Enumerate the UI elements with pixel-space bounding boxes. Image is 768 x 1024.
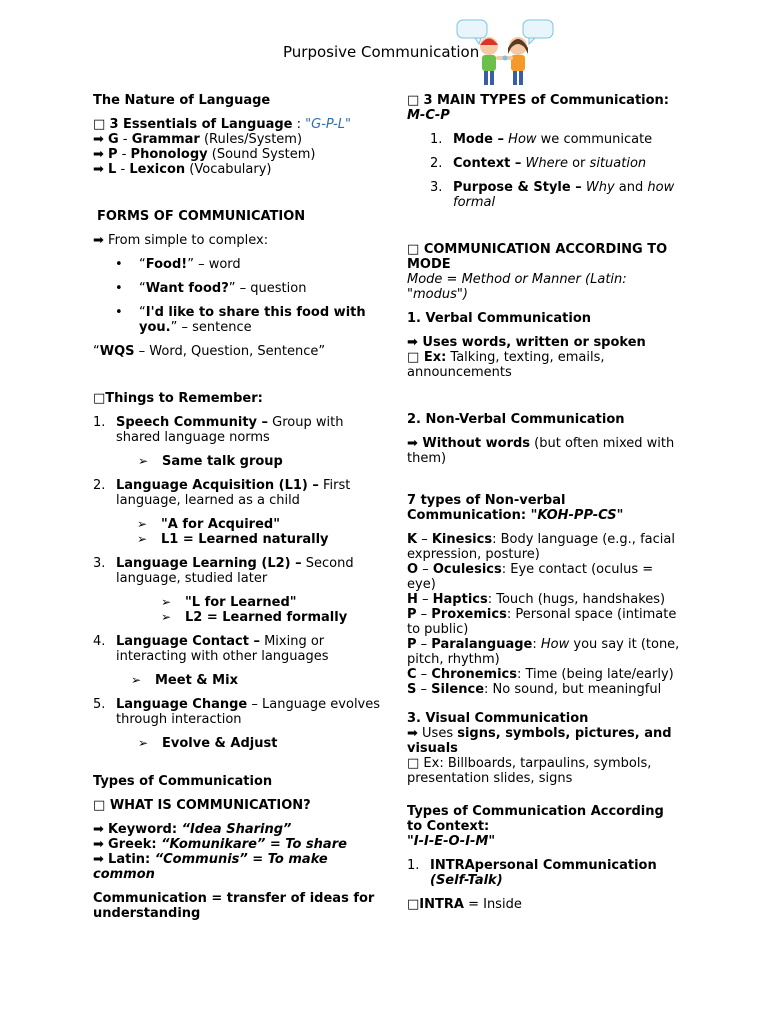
- visual-example: □ Ex: Billboards, tarpaulins, symbols, presentation slides, signs: [407, 756, 652, 786]
- remember-item: 2. Language Acquisition (L1) – First language, learned as a child: [93, 478, 351, 508]
- remember-heading: □Things to Remember:: [93, 391, 263, 406]
- what-heading: □ WHAT IS COMMUNICATION?: [93, 798, 311, 813]
- box-icon: □: [407, 897, 420, 912]
- remember-item: 1. Speech Community – Group with shared language norms: [93, 415, 344, 445]
- right-column: [407, 93, 682, 912]
- remember-item: 4. Language Contact – Mixing or interacting with other languages: [93, 634, 329, 664]
- arrow-icon: ➡: [93, 162, 104, 177]
- nonverbal-type: P – Paralanguage: How you say it (tone, pitch, rhythm): [407, 637, 680, 667]
- arrow-icon: ➡: [93, 147, 104, 162]
- main-types-heading: □ 3 MAIN TYPES of Communication: M-C-P: [407, 93, 670, 123]
- left-column: [93, 93, 383, 921]
- box-icon: □: [407, 350, 420, 365]
- main-type-item: 2. Context – Where or situation: [430, 156, 647, 171]
- forms-intro: ➡ From simple to complex:: [93, 233, 269, 248]
- nature-heading: The Nature of Language: [93, 93, 271, 108]
- main-type-item: 1. Mode – How we communicate: [430, 132, 653, 147]
- verbal-example: □ Ex: Talking, texting, emails, announcements: [407, 350, 605, 380]
- remember-sub: ➢ Meet & Mix: [131, 673, 238, 688]
- arrowhead-icon: ➢: [131, 673, 142, 687]
- box-icon: □: [407, 756, 420, 771]
- etymology-item: ➡ Latin: “Communis” = To make common: [93, 852, 328, 882]
- remember-sub: ➢ L1 = Learned naturally: [137, 532, 329, 547]
- essentials-heading: □ 3 Essentials of Language : "G-P-L": [93, 117, 351, 132]
- nonverbal-types-heading: 7 types of Non-verbal Communication: "KOH-PP-CS": [407, 493, 624, 523]
- context-heading: Types of Communication According to Context: "I-I-E-O-I-M": [407, 804, 664, 849]
- forms-heading: FORMS OF COMMUNICATION: [97, 209, 306, 224]
- forms-bullet: • “I'd like to share this food with you.” – sentence: [115, 305, 366, 335]
- arrow-icon: ➡: [407, 726, 418, 741]
- page-title: Purposive Communication: [283, 43, 480, 61]
- nonverbal-type: P – Proxemics: Personal space (intimate to public): [407, 607, 677, 637]
- arrow-icon: ➡: [93, 837, 104, 852]
- verbal-heading: 1. Verbal Communication: [407, 311, 592, 326]
- visual-point: ➡ Uses signs, symbols, pictures, and visuals: [407, 726, 672, 756]
- communication-definition: Communication = transfer of ideas for understanding: [93, 891, 375, 921]
- arrowhead-icon: ➢: [161, 595, 172, 609]
- forms-bullet: • “Want food?” – question: [115, 281, 307, 296]
- nonverbal-type: H – Haptics: Touch (hugs, handshakes): [407, 592, 666, 607]
- main-type-item: 3. Purpose & Style – Why and how formal: [430, 180, 675, 210]
- box-icon: □: [93, 391, 106, 406]
- remember-sub: ➢ "L for Learned": [161, 595, 297, 610]
- arrow-icon: ➡: [93, 822, 104, 837]
- remember-sub: ➢ L2 = Learned formally: [161, 610, 348, 625]
- arrow-icon: ➡: [93, 233, 104, 248]
- bullet-icon: •: [115, 305, 123, 320]
- essential-item: ➡ G - Grammar (Rules/System): [93, 132, 303, 147]
- arrowhead-icon: ➢: [161, 610, 172, 624]
- wqs-line: “WQS – Word, Question, Sentence”: [93, 344, 326, 359]
- arrowhead-icon: ➢: [137, 532, 148, 546]
- arrow-icon: ➡: [407, 335, 418, 350]
- forms-bullet: • “Food!” – word: [115, 257, 241, 272]
- etymology-item: ➡ Greek: “Komunikare” = To share: [93, 837, 347, 852]
- arrow-icon: ➡: [93, 852, 104, 867]
- remember-sub: ➢ Same talk group: [138, 454, 283, 469]
- essential-item: ➡ L - Lexicon (Vocabulary): [93, 162, 272, 177]
- nonverbal-point: ➡ Without words (but often mixed with them): [407, 436, 675, 466]
- nonverbal-types-list: [407, 532, 682, 697]
- context-item: 1. INTRApersonal Communication (Self-Talk): [407, 858, 657, 888]
- box-icon: □: [93, 798, 106, 813]
- mode-heading: □ COMMUNICATION ACCORDING TO MODE: [407, 242, 668, 272]
- box-icon: □: [407, 93, 420, 108]
- nonverbal-type: C – Chronemics: Time (being late/early): [407, 667, 674, 682]
- bullet-icon: •: [115, 281, 123, 296]
- nonverbal-type: K – Kinesics: Body language (e.g., facial expression, posture): [407, 532, 675, 562]
- box-icon: □: [93, 117, 106, 132]
- remember-sub: ➢ "A for Acquired": [137, 517, 280, 532]
- verbal-point: ➡ Uses words, written or spoken: [407, 335, 646, 350]
- remember-sub: ➢ Evolve & Adjust: [138, 736, 278, 751]
- box-icon: □: [407, 242, 420, 257]
- essential-item: ➡ P - Phonology (Sound System): [93, 147, 316, 162]
- remember-item: 3. Language Learning (L2) – Second language, studied later: [93, 556, 354, 586]
- arrow-icon: ➡: [407, 436, 418, 451]
- types-heading: Types of Communication: [93, 774, 273, 789]
- remember-item: 5. Language Change – Language evolves through interaction: [93, 697, 381, 727]
- etymology-list: [93, 822, 383, 882]
- arrowhead-icon: ➢: [138, 454, 149, 468]
- nonverbal-type: S – Silence: No sound, but meaningful: [407, 682, 662, 697]
- visual-heading: 3. Visual Communication: [407, 711, 589, 726]
- nonverbal-heading: 2. Non-Verbal Communication: [407, 412, 625, 427]
- intra-definition: □INTRA = Inside: [407, 897, 522, 912]
- mode-definition: Mode = Method or Manner (Latin: "modus"): [407, 272, 627, 302]
- nonverbal-type: O – Oculesics: Eye contact (oculus = eye): [407, 562, 654, 592]
- essentials-list: [93, 132, 383, 177]
- kids-talking-illustration: [455, 18, 555, 90]
- bullet-icon: •: [115, 257, 123, 272]
- etymology-item: ➡ Keyword: “Idea Sharing”: [93, 822, 292, 837]
- arrowhead-icon: ➢: [138, 736, 149, 750]
- arrowhead-icon: ➢: [137, 517, 148, 531]
- arrow-icon: ➡: [93, 132, 104, 147]
